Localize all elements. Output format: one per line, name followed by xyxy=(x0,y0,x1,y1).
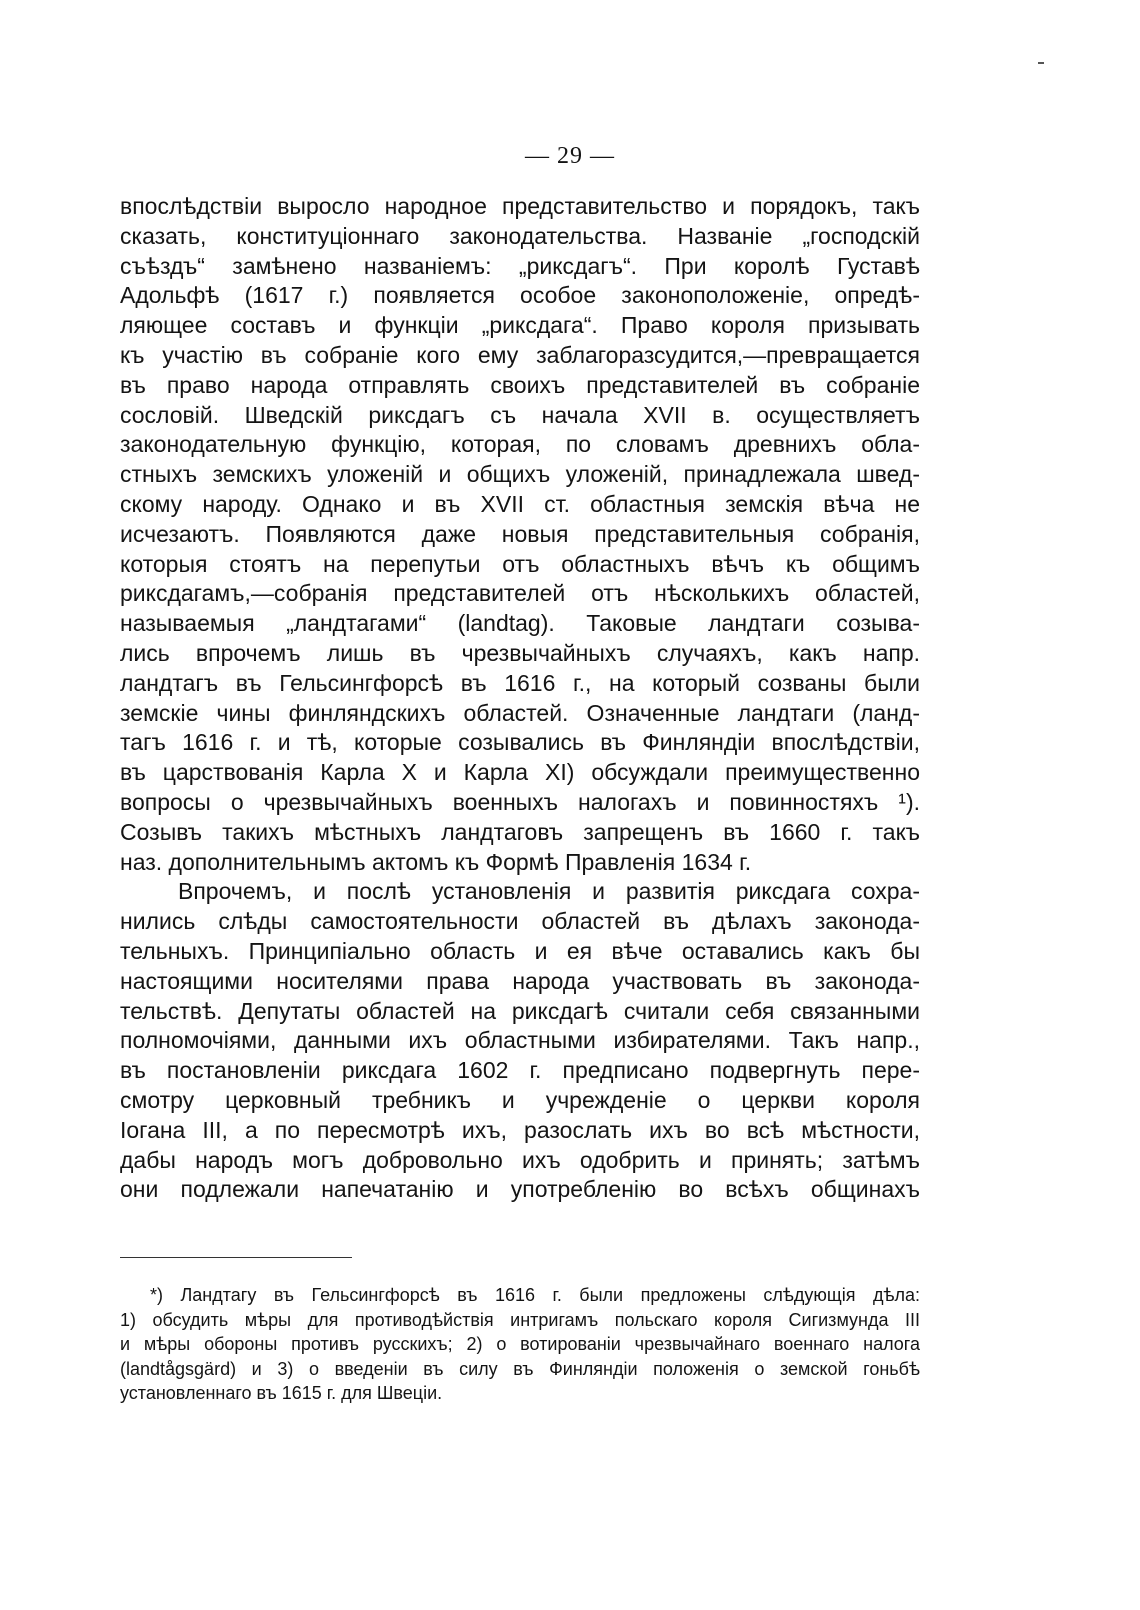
paragraph-start-line: Впрочемъ, и послѣ установленія и развитія риксдага сохра- xyxy=(178,878,920,905)
text-line: риксдагамъ,—собранія представителей отъ нѣсколькихъ областей, xyxy=(120,580,920,607)
footnote-divider xyxy=(120,1257,352,1258)
text-line: дабы народъ могъ добровольно ихъ одобрить и принять; затѣмъ xyxy=(120,1146,920,1173)
footnote-line: (landtågsgärd) и 3) о введеніи въ силу въ Финляндіи положенія о земской гоньбѣ xyxy=(120,1358,920,1379)
text-line: впослѣдствіи выросло народное представительство и порядокъ, такъ xyxy=(120,193,920,219)
text-line: въ постановленіи риксдага 1602 г. предписано подвергнуть пере- xyxy=(120,1057,920,1084)
page-number: — 29 — xyxy=(525,143,615,169)
footnote-line: 1) обсудить мѣры для противодѣйствія интригамъ польскаго короля Сигизмунда III xyxy=(120,1309,920,1330)
text-line: въ право народа отправлять своихъ представителей въ собраніе xyxy=(120,371,920,398)
text-line: они подлежали напечатанію и употребленію во всѣхъ общинахъ xyxy=(120,1176,920,1203)
text-line: стныхъ земскихъ уложеній и общихъ уложеній, принадлежала швед- xyxy=(120,461,920,488)
text-line: которыя стоятъ на перепутьи отъ областныхъ вѣчъ къ общимъ xyxy=(120,550,920,577)
text-line: въ царствованія Карла X и Карла XI) обсуждали преимущественно xyxy=(120,759,920,786)
text-line: исчезаютъ. Появляются даже новыя представительныя собранія, xyxy=(120,520,920,547)
text-line: настоящими носителями права народа участвовать въ законода- xyxy=(120,967,920,994)
text-line: вопросы о чрезвычайныхъ военныхъ налогахъ и повинностяхъ ¹). xyxy=(120,788,920,815)
text-line: полномочіями, данными ихъ областными избирателями. Такъ напр., xyxy=(120,1027,920,1054)
text-line: къ участію въ собраніе кого ему заблагоразсудится,—превращается xyxy=(120,341,920,368)
footnote-line: установленнаго въ 1615 г. для Швеціи. xyxy=(120,1383,443,1403)
text-line: называемыя „ландтагами“ (landtag). Таковые ландтаги созыва- xyxy=(120,610,920,637)
text-line: сказать, конституціоннаго законодательства. Названіе „господскій xyxy=(120,222,920,249)
text-line: нились слѣды самостоятельности областей въ дѣлахъ законода- xyxy=(120,908,920,935)
footnote-line: и мѣры обороны противъ русскихъ; 2) о вотированіи чрезвычайнаго военнаго налога xyxy=(120,1334,920,1354)
text-line: Адольфѣ (1617 г.) появляется особое законоположеніе, опредѣ- xyxy=(120,282,920,309)
text-line: ландтагъ въ Гельсингфорсѣ въ 1616 г., на который созваны были xyxy=(120,669,920,696)
text-line: сословій. Шведскій риксдагъ съ начала XVII в. осуществляетъ xyxy=(120,401,920,428)
text-line: наз. дополнительнымъ актомъ къ Формѣ Правленія 1634 г. xyxy=(120,848,752,875)
text-line: тельствѣ. Депутаты областей на риксдагѣ считали себя связанными xyxy=(120,997,920,1024)
text-line: земскіе чины финляндскихъ областей. Означенные ландтаги (ланд- xyxy=(120,699,920,726)
footnote-line: *) Ландтагу въ Гельсингфорсѣ въ 1616 г. были предложены слѣдующія дѣла: xyxy=(150,1285,920,1305)
text-line: тагъ 1616 г. и тѣ, которые созывались въ Финляндіи впослѣдствіи, xyxy=(120,729,920,756)
text-line: тельныхъ. Принципіально область и ея вѣче оставались какъ бы xyxy=(120,937,920,964)
margin-mark xyxy=(1038,62,1044,64)
text-line: Іогана III, а по пересмотрѣ ихъ, разослать ихъ во всѣ мѣстности, xyxy=(120,1116,920,1143)
text-line: Созывъ такихъ мѣстныхъ ландтаговъ запрещенъ въ 1660 г. такъ xyxy=(120,818,920,845)
text-line: скому народу. Однако и въ XVII ст. областныя земскія вѣча не xyxy=(120,490,920,517)
body-text xyxy=(120,192,920,1205)
text-line: законодательную функцію, которая, по словамъ древнихъ обла- xyxy=(120,431,920,458)
text-line: лись впрочемъ лишь въ чрезвычайныхъ случаяхъ, какъ напр. xyxy=(120,639,920,666)
text-line: съѣздъ“ замѣнено названіемъ: „риксдагъ“. При королѣ Густавѣ xyxy=(120,252,920,279)
text-line: ляющее составъ и функціи „риксдага“. Право короля призывать xyxy=(120,312,920,339)
footnote xyxy=(120,1283,920,1406)
text-line: смотру церковный требникъ и учрежденіе о церкви короля xyxy=(120,1086,920,1113)
